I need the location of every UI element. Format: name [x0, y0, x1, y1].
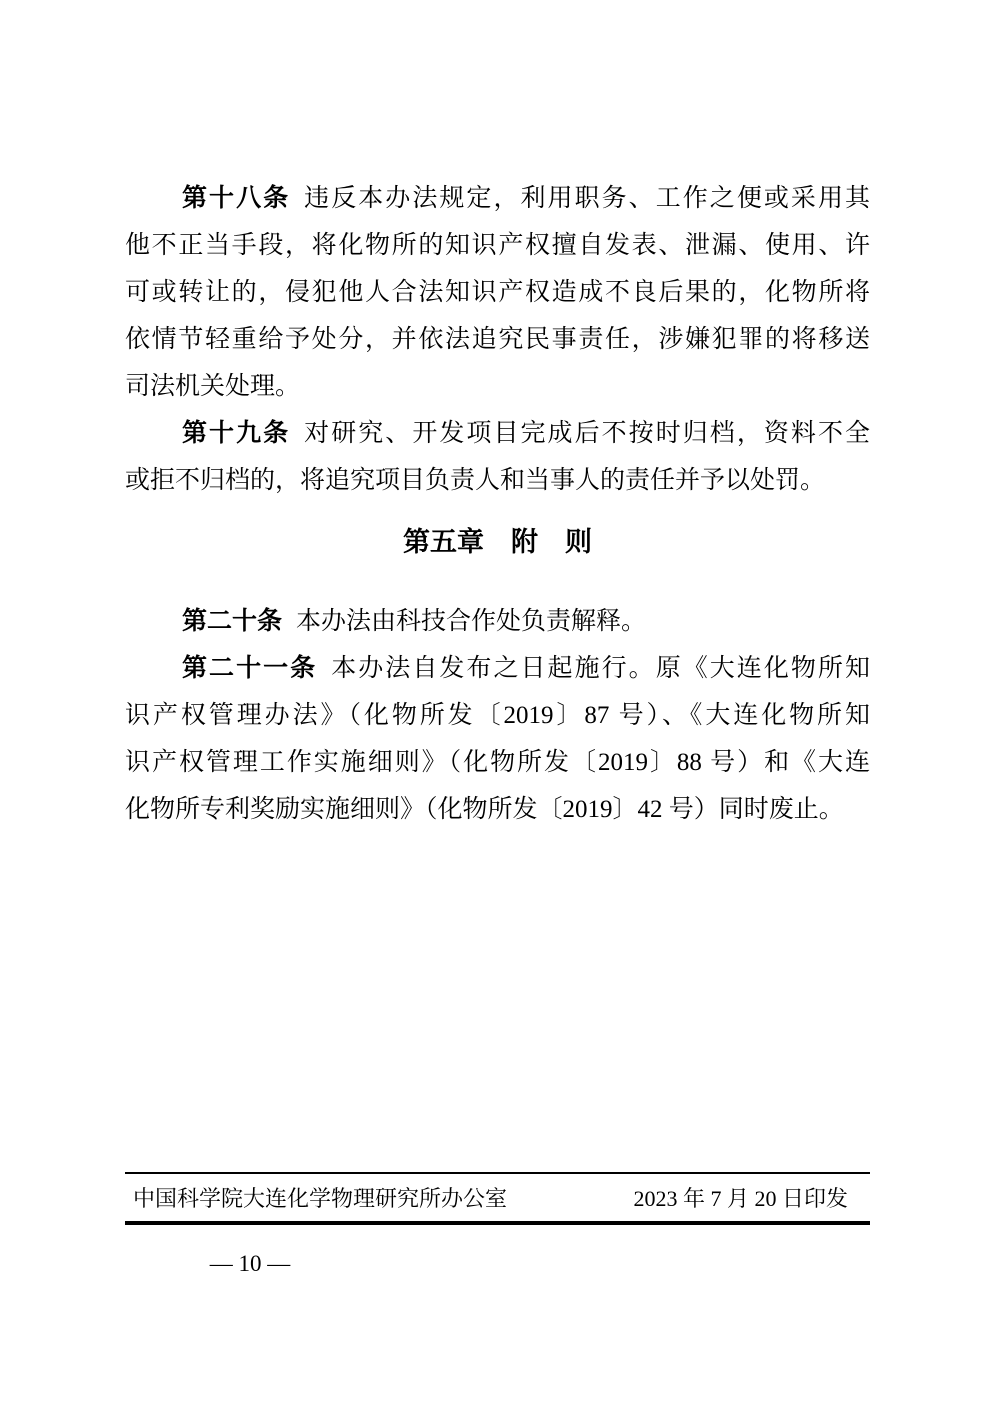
page-number: — 10 — — [209, 1251, 291, 1276]
article-18-line-1 — [125, 175, 870, 222]
footer-print-date: 2023 年 7 月 20 日印发 — [633, 1186, 848, 1211]
chapter-5-heading: 第五章 附 则 — [403, 527, 592, 557]
document-body — [125, 175, 870, 833]
article-19 — [125, 410, 870, 504]
article-21-line-2: 识产权管理办法》（化物所发〔2019〕87 号）、《大连化物所知 — [125, 702, 870, 729]
footer-rule-thick — [125, 1221, 870, 1225]
article-19-text-1: 对研究、开发项目完成后不按时归档，资料不全 — [304, 420, 870, 447]
article-18-line-2: 他不正当手段，将化物所的知识产权擅自发表、泄漏、使用、许 — [125, 232, 870, 259]
article-20 — [125, 598, 870, 645]
article-21-line-1 — [125, 645, 870, 692]
article-18-line-3: 可或转让的，侵犯他人合法知识产权造成不良后果的，化物所将 — [125, 279, 870, 306]
article-21-text-1: 本办法自发布之日起施行。原《大连化物所知 — [331, 655, 870, 682]
footer-issuer: 中国科学院大连化学物理研究所办公室 — [133, 1186, 508, 1211]
article-20-number: 第二十条 — [182, 607, 283, 635]
article-20-text-1: 本办法由科技合作处负责解释。 — [296, 608, 647, 635]
article-21-line-4: 化物所专利奖励实施细则》（化物所发〔2019〕42 号）同时废止。 — [125, 796, 844, 823]
article-18-text-1: 违反本办法规定，利用职务、工作之便或采用其 — [304, 185, 870, 212]
article-18-number: 第十八条 — [182, 184, 291, 212]
article-21-line-3: 识产权管理工作实施细则》（化物所发〔2019〕88 号）和《大连 — [125, 749, 870, 776]
article-21 — [125, 645, 870, 833]
article-19-number: 第十九条 — [182, 419, 291, 447]
document-footer — [125, 1172, 870, 1225]
article-21-number: 第二十一条 — [182, 654, 318, 682]
article-19-line-2: 或拒不归档的，将追究项目负责人和当事人的责任并予以处罚。 — [125, 467, 826, 494]
article-18-line-4: 依情节轻重给予处分，并依法追究民事责任，涉嫌犯罪的将移送 — [125, 326, 870, 353]
footer-row — [125, 1174, 870, 1221]
article-18-line-5: 司法机关处理。 — [125, 373, 301, 400]
article-20-line-1 — [125, 598, 870, 645]
article-18 — [125, 175, 870, 410]
article-19-line-1 — [125, 410, 870, 457]
